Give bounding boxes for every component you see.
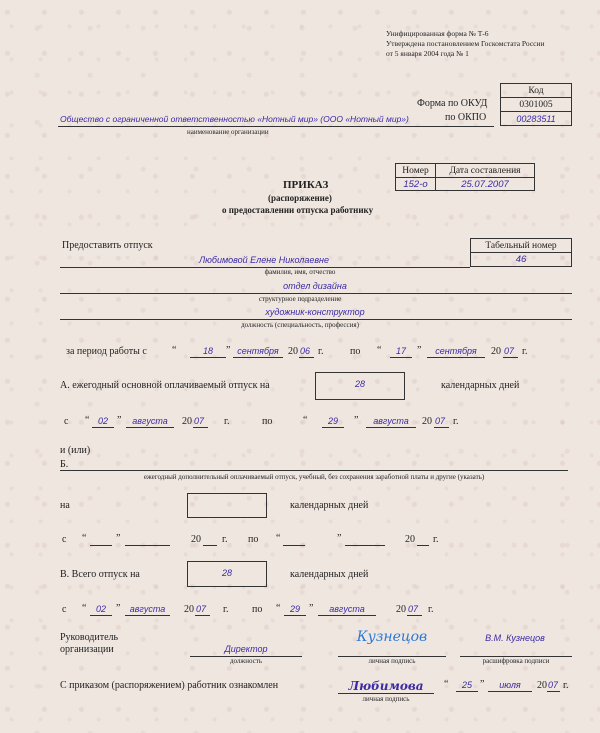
acknowledgement-label: С приказом (распоряжением) работник ознакомлен xyxy=(60,680,279,691)
employee-name: Любимовой Елене Николаевне xyxy=(198,255,330,265)
head-position: Директор xyxy=(224,644,268,654)
section-b-line xyxy=(60,470,568,471)
order-subtitle: (распоряжение) xyxy=(268,193,332,203)
total-to-day: 29 xyxy=(289,604,300,614)
total-from-year: 07 xyxy=(196,604,207,614)
tabel-number-value: 46 xyxy=(470,252,572,267)
employee-name-caption: фамилия, имя, отчество xyxy=(264,268,336,276)
position-line xyxy=(60,319,572,320)
period-to-day: 17 xyxy=(395,346,406,356)
organization-caption: наименование организации xyxy=(187,128,269,136)
okud-value-cell: 0301005 xyxy=(500,97,572,112)
line xyxy=(195,615,210,616)
employee-signature-caption: личная подпись xyxy=(362,695,410,703)
year-suffix: г. xyxy=(522,346,528,357)
s-label: с xyxy=(62,604,67,615)
quote: ” xyxy=(337,533,342,544)
quote: ” xyxy=(417,345,422,356)
department-line xyxy=(60,293,572,294)
line xyxy=(390,357,412,358)
total-from-day: 02 xyxy=(95,604,106,614)
quote: ” xyxy=(354,415,359,426)
line xyxy=(90,615,112,616)
organization-line xyxy=(58,126,494,127)
section-b-to-day-field[interactable] xyxy=(283,545,305,546)
quote: “ xyxy=(276,533,281,544)
po-label: по xyxy=(248,534,259,545)
quote: “ xyxy=(377,345,382,356)
okpo-label: по ОКПО xyxy=(445,112,487,123)
year-suffix: г. xyxy=(428,604,434,615)
head-signature: Кузнецов xyxy=(356,629,428,645)
line xyxy=(366,427,416,428)
po-label: по xyxy=(252,604,263,615)
line xyxy=(322,427,344,428)
ack-day: 25 xyxy=(461,680,472,690)
line xyxy=(407,615,422,616)
quote: ” xyxy=(309,603,314,614)
quote: ” xyxy=(116,603,121,614)
ack-month: июля xyxy=(499,680,521,690)
order-title: ПРИКАЗ xyxy=(283,179,329,191)
signature-caption: личная подпись xyxy=(368,657,416,665)
employee-department: отдел дизайна xyxy=(283,281,347,291)
year-suffix: г. xyxy=(453,416,459,427)
position-caption: должность (специальность, профессия) xyxy=(241,321,359,329)
line xyxy=(547,691,560,692)
section-a-to-year: 07 xyxy=(435,416,446,426)
quote: ” xyxy=(117,415,122,426)
form-header-line1: Унифицированная форма № Т-6 xyxy=(386,29,489,38)
total-to-month: августа xyxy=(329,604,365,614)
order-number-header: Номер xyxy=(395,163,436,178)
order-date-value: 25.07.2007 xyxy=(435,177,535,191)
period-from-month: сентября xyxy=(237,346,279,356)
period-from-day: 18 xyxy=(202,346,213,356)
period-to-year: 07 xyxy=(504,346,515,356)
s-label: с xyxy=(64,416,69,427)
quote: “ xyxy=(444,679,449,690)
year-suffix: г. xyxy=(222,534,228,545)
line xyxy=(503,357,518,358)
position-caption: должность xyxy=(229,657,263,665)
section-b-days-label: календарных дней xyxy=(290,500,369,511)
order-number-value: 152-о xyxy=(395,177,436,191)
section-a-to-day: 29 xyxy=(327,416,338,426)
department-caption: структурное подразделение xyxy=(258,295,342,303)
line xyxy=(126,427,174,428)
line xyxy=(92,427,114,428)
section-b-label: Б. xyxy=(60,459,69,470)
year-prefix: 20 xyxy=(422,416,432,427)
section-b-to-year-field[interactable] xyxy=(417,545,429,546)
section-b-caption: ежегодный дополнительный оплачиваемый отпуск, учебный, без сохранения заработной платы и другие (указать) xyxy=(143,473,485,481)
line xyxy=(488,691,532,692)
quote: “ xyxy=(82,603,87,614)
line xyxy=(125,615,170,616)
s-label: с xyxy=(62,534,67,545)
head-label-line1: Руководитель xyxy=(60,632,119,643)
total-to-year: 07 xyxy=(408,604,419,614)
year-suffix: г. xyxy=(318,346,324,357)
decoding-caption: расшифровка подписи xyxy=(482,657,550,665)
period-from-year: 06 xyxy=(300,346,311,356)
or-label: и (или) xyxy=(60,445,91,456)
total-days-label: календарных дней xyxy=(290,569,369,580)
line xyxy=(456,691,478,692)
section-a-to-month: августа xyxy=(373,416,409,426)
line xyxy=(434,427,449,428)
head-label-line2: организации xyxy=(60,644,114,655)
tabel-number-header: Табельный номер xyxy=(470,238,572,253)
line xyxy=(338,693,434,694)
year-suffix: г. xyxy=(433,534,439,545)
line xyxy=(427,357,485,358)
year-prefix: 20 xyxy=(288,346,298,357)
form-header-line2: Утверждена постановлением Госкомстата России xyxy=(386,39,545,48)
section-b-from-day-field[interactable] xyxy=(90,545,112,546)
section-a-label: А. ежегодный основной оплачиваемый отпуск на xyxy=(60,380,270,391)
head-decoding: В.М. Кузнецов xyxy=(485,633,545,643)
form-header-line3: от 5 января 2004 года № 1 xyxy=(386,49,469,58)
year-prefix: 20 xyxy=(396,604,406,615)
year-prefix: 20 xyxy=(491,346,501,357)
section-b-from-year-field[interactable] xyxy=(203,545,217,546)
grant-leave-label: Предоставить отпуск xyxy=(62,240,153,251)
section-a-from-year: 07 xyxy=(194,416,205,426)
line xyxy=(233,357,283,358)
ack-year: 07 xyxy=(548,680,559,690)
kod-header-cell: Код xyxy=(500,83,572,98)
section-b-days-box[interactable] xyxy=(187,493,267,518)
quote: “ xyxy=(172,345,177,356)
year-suffix: г. xyxy=(223,604,229,615)
employee-position: художник-конструктор xyxy=(265,307,365,317)
period-label: за период работы с xyxy=(66,346,147,357)
line xyxy=(193,427,208,428)
year-suffix: г. xyxy=(563,680,569,691)
year-suffix: г. xyxy=(224,416,230,427)
quote: ” xyxy=(226,345,231,356)
section-a-from-month: августа xyxy=(132,416,168,426)
period-to-month: сентября xyxy=(435,346,477,356)
line xyxy=(190,357,226,358)
okpo-value-cell: 00283511 xyxy=(500,111,572,126)
quote: “ xyxy=(82,533,87,544)
year-prefix: 20 xyxy=(184,604,194,615)
section-a-days: 28 xyxy=(354,379,365,389)
order-date-header: Дата составления xyxy=(435,163,535,178)
okud-label: Форма по ОКУД xyxy=(417,98,488,109)
year-prefix: 20 xyxy=(182,416,192,427)
line xyxy=(318,615,376,616)
order-about: о предоставлении отпуска работнику xyxy=(222,205,374,215)
section-a-from-day: 02 xyxy=(97,416,108,426)
organization-name: Общество с ограниченной ответственностью «Нотный мир» (ООО «Нотный мир») xyxy=(60,114,409,124)
total-from-month: августа xyxy=(129,604,166,614)
section-b-to-month-field[interactable] xyxy=(345,545,385,546)
section-b-from-month-field[interactable] xyxy=(125,545,170,546)
year-prefix: 20 xyxy=(405,534,415,545)
line xyxy=(299,357,314,358)
quote: “ xyxy=(303,415,308,426)
year-prefix: 20 xyxy=(191,534,201,545)
line xyxy=(284,615,306,616)
quote: “ xyxy=(276,603,281,614)
total-label: В. Всего отпуск на xyxy=(60,569,140,580)
po-label: по xyxy=(350,346,361,357)
quote: “ xyxy=(85,415,90,426)
na-label: на xyxy=(60,500,70,511)
po-label: по xyxy=(262,416,273,427)
section-a-days-label: календарных дней xyxy=(441,380,520,391)
total-days: 28 xyxy=(221,568,232,578)
employee-signature: Любимова xyxy=(348,679,424,693)
year-prefix: 20 xyxy=(537,680,547,691)
quote: ” xyxy=(116,533,121,544)
quote: ” xyxy=(480,679,485,690)
